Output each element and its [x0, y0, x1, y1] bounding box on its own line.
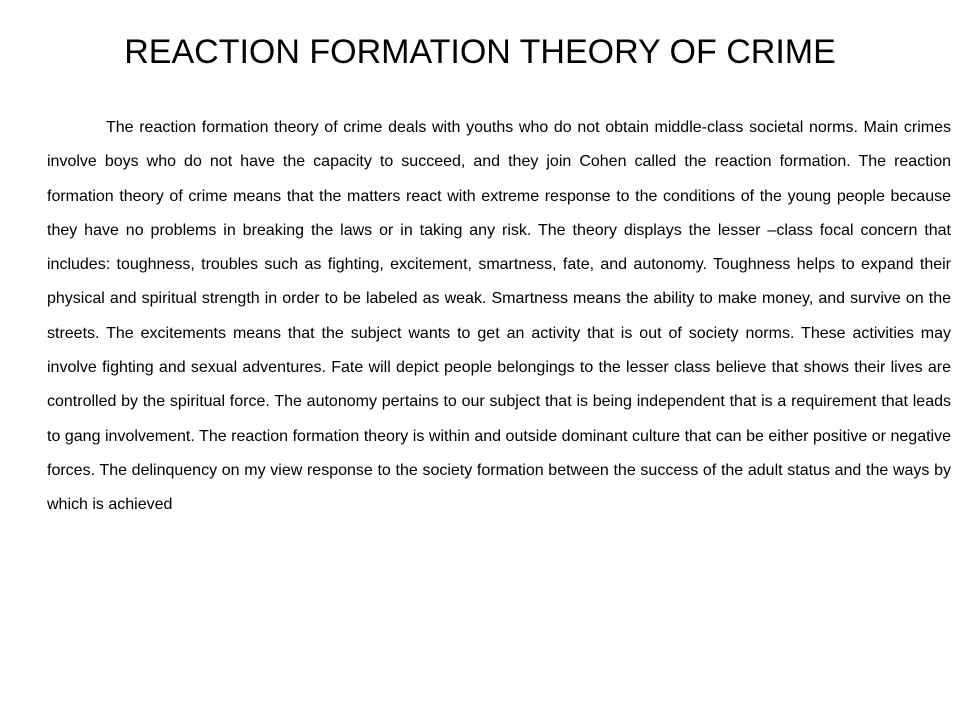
slide-title: REACTION FORMATION THEORY OF CRIME [124, 33, 836, 71]
slide-body-paragraph: The reaction formation theory of crime deals with youths who do not obtain middle-class societal norms. Main crimes involve boys who do not have the capacity to succeed, and they join Cohen called the reaction formation. The reaction formation theory of crime means that the matters react with extreme response to the conditions of the young people because they have no problems in breaking the laws or in taking any risk. The theory displays the lesser –class focal concern that includes: toughness, troubles such as fighting, excitement, smartness, fate, and autonomy. Toughness helps to expand their physical and spiritual strength in order to be labeled as weak. Smartness means the ability to make money, and survive on the streets. The excitements means that the subject wants to get an activity that is out of society norms. These activities may involve fighting and sexual adventures. Fate will depict people belongings to the lesser class believe that shows their lives are controlled by the spiritual force. The autonomy pertains to our subject that is being independent that is a requirement that leads to gang involvement. The reaction formation theory is within and outside dominant culture that can be either positive or negative forces. The delinquency on my view response to the society formation between the success of the adult status and the ways by which is achieved [47, 119, 951, 514]
